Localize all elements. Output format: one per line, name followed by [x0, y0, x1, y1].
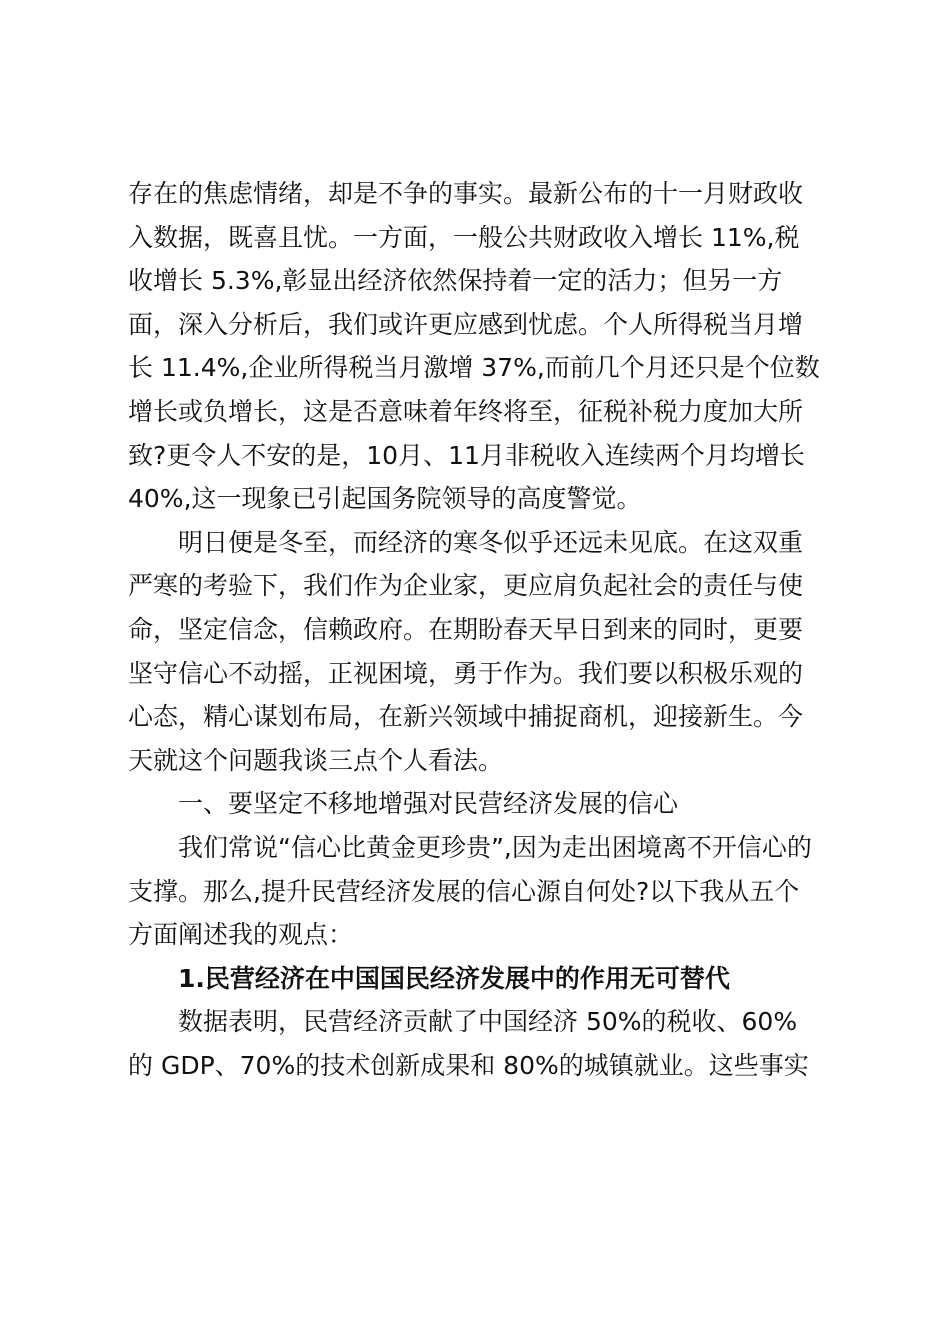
subheading [128, 957, 833, 1001]
text-line: 长 11.4%,企业所得税当月激增 37%,而前几个月还只是个位数 [128, 353, 820, 383]
text-line: 命，坚定信念，信赖政府。在期盼春天早日到来的同时，更要 [128, 614, 804, 644]
text-line: 收增长 5.3%,彰显出经济依然保持着一定的活力；但另一方 [128, 266, 783, 296]
paragraph [128, 172, 833, 521]
subheading-text: 1.民营经济在中国国民经济发展中的作用无可替代 [178, 963, 730, 993]
paragraph [128, 521, 833, 783]
paragraph [128, 826, 833, 957]
text-line: 坚守信心不动摇，正视困境，勇于作为。我们要以积极乐观的 [128, 658, 804, 688]
section-heading-text: 一、要坚定不移地增强对民营经济发展的信心 [178, 789, 679, 819]
text-line: 心态，精心谋划布局，在新兴领域中捕捉商机，迎接新生。今 [128, 702, 804, 732]
text-line: 方面阐述我的观点： [128, 920, 354, 950]
text-line: 致?更令人不安的是，10月、11月非税收入连续两个月均增长 [128, 440, 805, 470]
text-line: 天就这个问题我谈三点个人看法。 [128, 745, 504, 775]
paragraph [128, 1000, 833, 1087]
text-line: 入数据，既喜且忧。一方面，一般公共财政收入增长 11%,税 [128, 222, 800, 252]
text-line: 支撑。那么,提升民营经济发展的信心源自何处?以下我从五个 [128, 876, 800, 906]
text-line: 我们常说“信心比黄金更珍贵”,因为走出困境离不开信心的 [178, 832, 812, 862]
text-line: 存在的焦虑情绪，却是不争的事实。最新公布的十一月财政收 [128, 179, 804, 208]
text-line: 明日便是冬至，而经济的寒冬似乎还远未见底。在这双重 [178, 527, 804, 557]
text-line: 面，深入分析后，我们或许更应感到忧虑。个人所得税当月增 [128, 309, 804, 339]
text-line: 的 GDP、70%的技术创新成果和 80%的城镇就业。这些事实 [128, 1050, 809, 1080]
text-line: 数据表明，民营经济贡献了中国经济 50%的税收、60% [178, 1007, 798, 1037]
text-line: 40%,这一现象已引起国务院领导的高度警觉。 [128, 484, 642, 514]
section-heading [128, 782, 833, 826]
text-line: 严寒的考验下，我们作为企业家，更应肩负起社会的责任与使 [128, 571, 804, 601]
document-body [128, 172, 833, 1087]
text-line: 增长或负增长，这是否意味着年终将至，征税补税力度加大所 [128, 396, 804, 426]
